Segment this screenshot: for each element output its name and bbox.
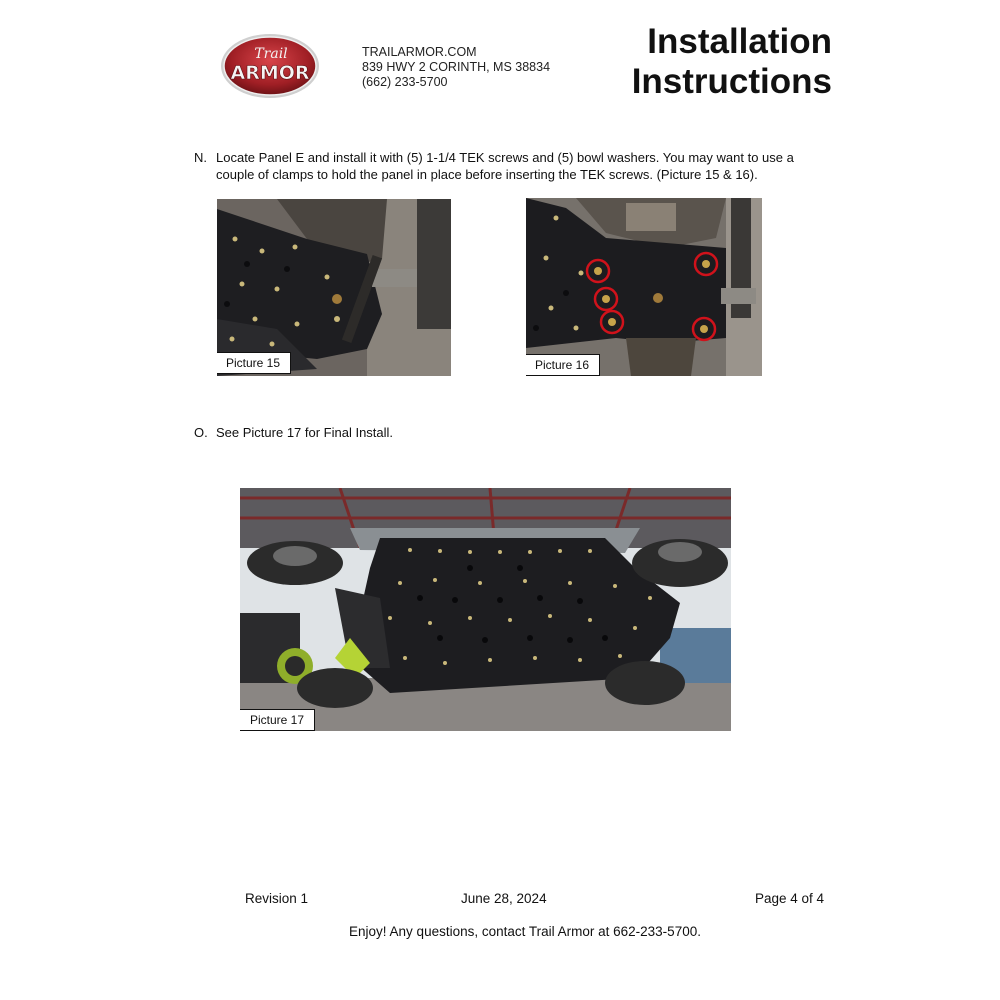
footer-revision: Revision 1	[245, 891, 309, 906]
step-text-line-2: couple of clamps to hold the panel in place before inserting the TEK screws. (Picture 15 & 16).	[216, 167, 758, 182]
photo-picture-16	[526, 198, 762, 376]
footer-date: June 28, 2024	[461, 891, 547, 906]
logo-text-armor: ARMOR	[230, 62, 310, 84]
picture-16-caption: Picture 16	[526, 354, 600, 376]
title-line-1: Installation	[647, 22, 832, 61]
company-phone: (662) 233-5700	[362, 75, 448, 89]
company-address: 839 HWY 2 CORINTH, MS 38834	[362, 60, 551, 74]
logo-text-trail: Trail	[254, 46, 288, 62]
step-text	[216, 149, 856, 183]
company-website: TRAILARMOR.COM	[362, 45, 477, 59]
step-text-line-1: Locate Panel E and install it with (5) 1-1/4 TEK screws and (5) bowl washers. You may want to use a	[216, 150, 794, 165]
step-letter: O.	[194, 425, 208, 440]
title-line-2: Instructions	[631, 62, 832, 101]
footer-contact: Enjoy! Any questions, contact Trail Armor at 662-233-5700.	[349, 924, 701, 939]
photo-picture-17	[240, 488, 731, 731]
step-text: See Picture 17 for Final Install.	[216, 425, 394, 440]
step-letter: N.	[194, 150, 207, 165]
photo-picture-15	[217, 199, 451, 376]
picture-17-caption: Picture 17	[240, 709, 315, 731]
footer-page-number: Page 4 of 4	[755, 891, 825, 906]
company-info	[362, 45, 550, 90]
picture-15-caption: Picture 15	[217, 352, 291, 374]
page-title	[632, 22, 832, 102]
trail-armor-logo	[220, 33, 320, 99]
